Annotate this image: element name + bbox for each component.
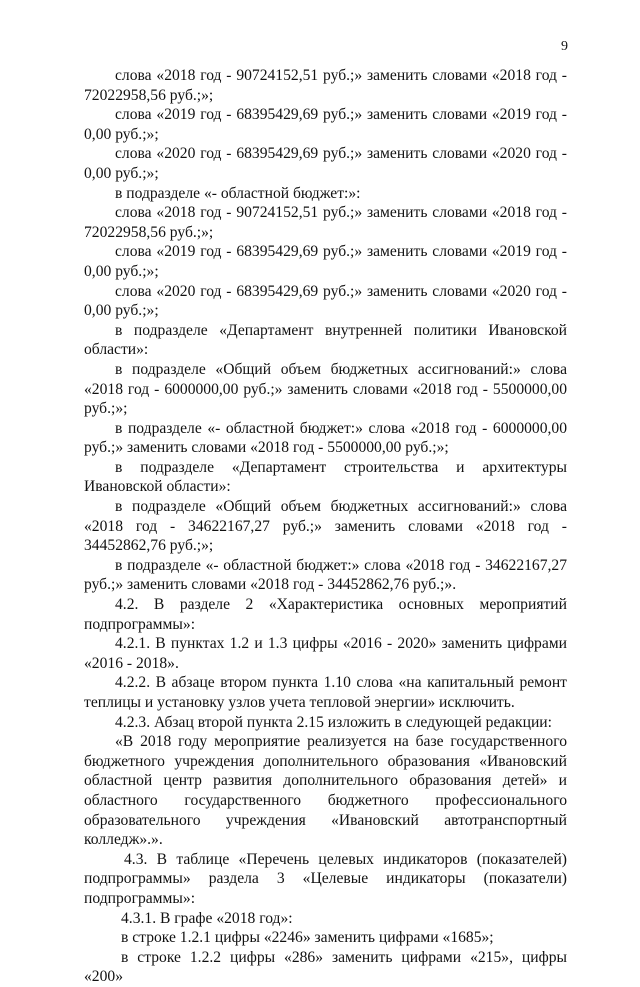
paragraph: 4.2. В разделе 2 «Характеристика основных мероприятий подпрограммы»: [84,596,567,633]
paragraph: в строке 1.2.1 цифры «2246» заменить цифрами «1685»; [121,929,494,947]
paragraph: 4.3. В таблице «Перечень целевых индикаторов (показателей) подпрограммы» раздела 3 «Целевые индикаторы (показатели) подпрограммы»: [84,850,567,907]
paragraph: 4.2.3. Абзац второй пункта 2.15 изложить в следующей редакции: [115,713,552,731]
paragraph: «В 2018 году мероприятие реализуется на базе государственного бюджетного учреждения дополнительного образования «Ивановский областной центр развития дополнительного образования детей» и областного государственного бюджетного профессионального образовательного учреждения «Ивановский автотранспортный колледж».». [84,733,567,849]
paragraph: в подразделе «Общий объем бюджетных ассигнований:» слова «2018 год - 34622167,27 руб.;» заменить словами «2018 год - 34452862,76 руб.;»; [84,498,567,555]
paragraph: слова «2019 год - 68395429,69 руб.;» заменить словами «2019 год - 0,00 руб.;»; [84,243,567,280]
paragraph: в подразделе «Департамент внутренней политики Ивановской области»: [84,321,567,359]
paragraph: 4.2.2. В абзаце втором пункта 1.10 слова «на капитальный ремонт теплицы и установку узлов учета тепловой энергии» исключить. [84,674,567,711]
paragraph: 4.3.1. В графе «2018 год»: [121,909,293,927]
paragraph: слова «2018 год - 90724152,51 руб.;» заменить словами «2018 год - 72022958,56 руб.;»; [84,204,567,241]
paragraph: в подразделе «- областной бюджет:»: [115,184,361,202]
paragraph: в подразделе «Департамент строительства и архитектуры Ивановской области»: [84,458,567,496]
paragraph: в подразделе «- областной бюджет:» слова «2018 год - 34622167,27 руб.;» заменить словами «2018 год - 34452862,76 руб.;». [84,556,567,594]
document-body [84,66,567,987]
page-number: 9 [561,39,568,54]
paragraph: слова «2020 год - 68395429,69 руб.;» заменить словами «2020 год - 0,00 руб.;»; [84,145,567,182]
paragraph: в подразделе «Общий объем бюджетных ассигнований:» слова «2018 год - 6000000,00 руб.;» заменить словами «2018 год - 5500000,00 руб.;»; [84,360,567,418]
paragraph: слова «2019 год - 68395429,69 руб.;» заменить словами «2019 год - 0,00 руб.;»; [84,106,567,143]
paragraph: слова «2018 год - 90724152,51 руб.;» заменить словами «2018 год - 72022958,56 руб.;»; [84,67,567,104]
paragraph: в строке 1.2.2 цифры «286» заменить цифрами «215», цифры «200» [84,948,567,986]
paragraph: в подразделе «- областной бюджет:» слова «2018 год - 6000000,00 руб.;» заменить словами «2018 год - 5500000,00 руб.;»; [84,419,567,457]
paragraph: слова «2020 год - 68395429,69 руб.;» заменить словами «2020 год - 0,00 руб.;»; [84,282,567,320]
paragraph: 4.2.1. В пунктах 1.2 и 1.3 цифры «2016 - 2020» заменить цифрами «2016 - 2018». [84,635,567,672]
